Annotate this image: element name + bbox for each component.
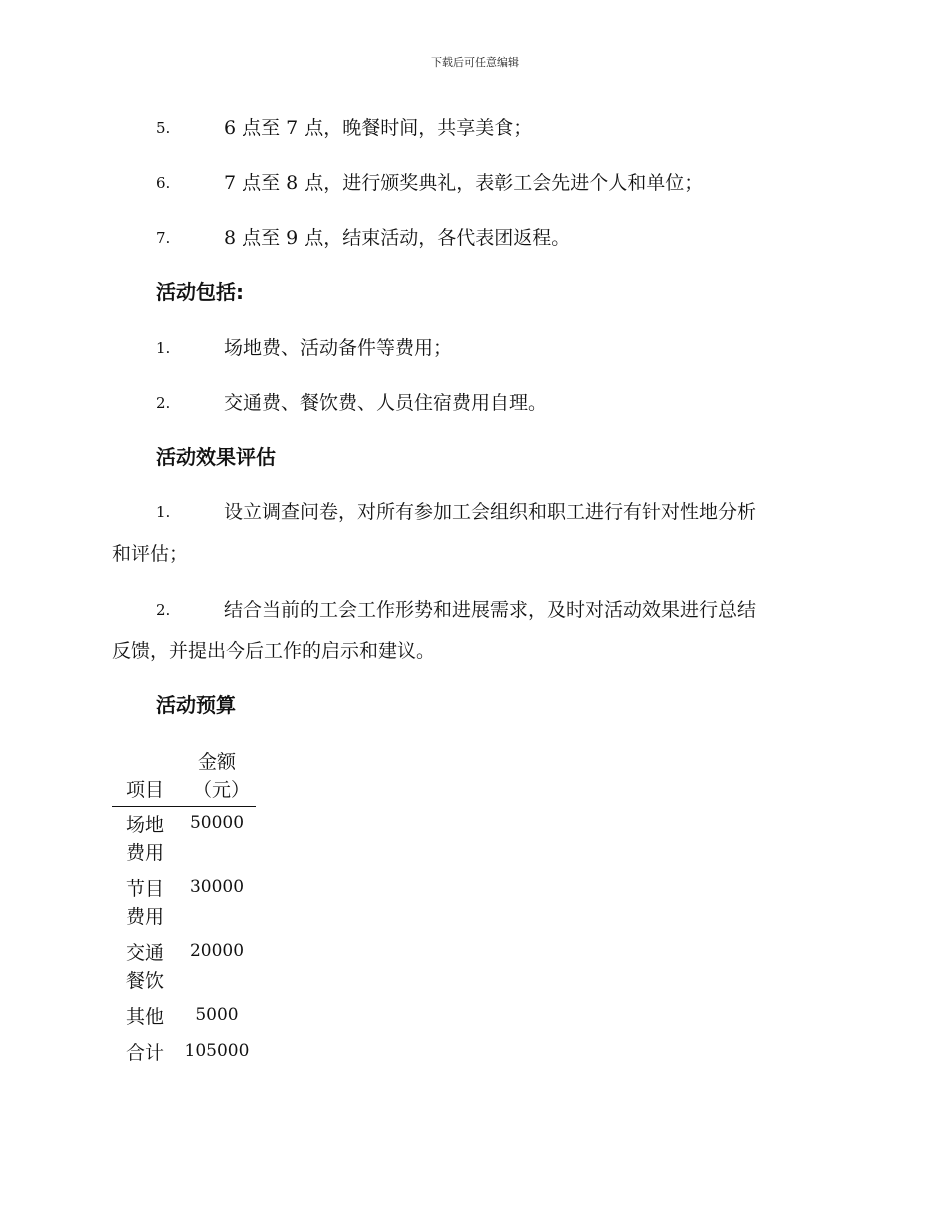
list-text: 7 点至 8 点，进行颁奖典礼，表彰工会先进个人和单位； (224, 172, 704, 194)
list-text: 结合当前的工会工作形势和进展需求，及时对活动效果进行总结 (224, 599, 757, 621)
list-number: 2. (156, 394, 171, 412)
cell-item: 其他 (125, 1006, 164, 1028)
budget-table (112, 748, 256, 1071)
cell-item: 合计 (125, 1042, 164, 1064)
cell-amount: 50000 (189, 813, 245, 833)
cell-amount: 30000 (189, 877, 245, 897)
list-text: 8 点至 9 点，结束活动，各代表团返程。 (224, 227, 571, 249)
list-number: 6. (156, 174, 171, 192)
evaluation-item-2-continued: 反馈，并提出今后工作的启示和建议。 (112, 640, 436, 662)
table-row (112, 999, 256, 1035)
table-row (112, 1035, 256, 1071)
list-number: 1. (156, 503, 171, 521)
table-header-row (112, 748, 256, 807)
table-row (112, 935, 256, 999)
evaluation-item-1-continued: 和评估； (112, 543, 189, 565)
cell-amount: 5000 (195, 1005, 239, 1025)
list-text: 设立调查问卷，对所有参加工会组织和职工进行有针对性地分析 (224, 501, 757, 523)
table-row (112, 871, 256, 935)
cell-item: 节目费用 (125, 878, 164, 928)
table-row (112, 807, 256, 872)
list-number: 1. (156, 339, 171, 357)
list-text: 交通费、餐饮费、人员住宿费用自理。 (224, 392, 548, 414)
list-text: 6 点至 7 点，晚餐时间，共享美食； (224, 117, 533, 139)
section-heading-budget: 活动预算 (156, 693, 236, 717)
list-number: 5. (156, 119, 171, 137)
section-heading-includes: 活动包括: (156, 280, 244, 304)
cell-item: 场地费用 (125, 814, 164, 864)
page-header: 下载后可任意编辑 (431, 56, 519, 69)
column-header-item: 项目 (125, 779, 164, 801)
cell-amount: 105000 (184, 1041, 250, 1061)
list-number: 7. (156, 229, 171, 247)
cell-item: 交通餐饮 (125, 942, 164, 992)
column-header-amount: 金额（元） (193, 751, 251, 801)
list-number: 2. (156, 601, 171, 619)
cell-amount: 20000 (189, 941, 245, 961)
list-text: 场地费、活动备件等费用； (224, 337, 453, 359)
section-heading-evaluation: 活动效果评估 (156, 445, 276, 469)
